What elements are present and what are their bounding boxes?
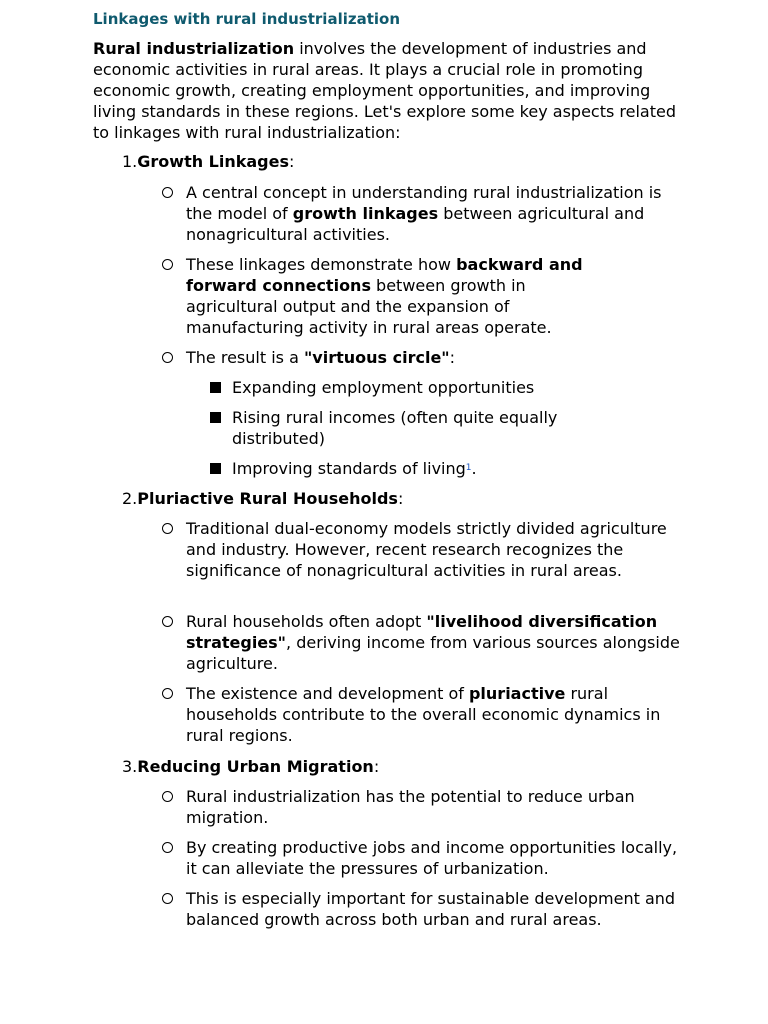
list-item (162, 837, 682, 879)
page-title: Linkages with rural industrialization (93, 10, 400, 28)
intro-text: involves the development of industries and economic activities in rural areas. It plays a crucial role in promoting economic growth, creating employment opportunities, and improving living standards in these regions. Let's explore some key aspects related to linkages with rural industrialization: (93, 39, 676, 142)
section-title: Reducing Urban Migration (137, 757, 374, 776)
hollow-circle-bullet-icon (162, 837, 186, 858)
list-item (162, 254, 682, 338)
sub-item-text: Rising rural incomes (often quite equally distributed) (232, 408, 558, 448)
section-number: 3. (122, 757, 138, 776)
section-colon: : (289, 152, 295, 171)
section-colon: : (397, 489, 404, 508)
item-text: Traditional dual-economy models strictly divided agriculture and industry. However, recent research recognizes the significance of nonagricultural activities in rural areas. (186, 519, 667, 580)
section-heading-1 (122, 151, 294, 172)
sub-list-item (210, 407, 580, 449)
sub-item-text: Expanding employment opportunities (232, 378, 535, 397)
list-item (162, 683, 682, 746)
item-text: rural households contribute to the overall economic dynamics in rural regions. (186, 684, 661, 745)
section-title: Growth Linkages (137, 152, 290, 171)
section-number: 2. (122, 489, 138, 508)
list-item (162, 888, 682, 930)
section-heading-3 (122, 756, 379, 777)
item-text: The result is a (186, 348, 304, 367)
item-bold: backward and forward connections (186, 255, 583, 295)
item-bold: growth linkages (292, 204, 439, 223)
sub-item-text: Improving standards of living (232, 459, 466, 478)
intro-paragraph (93, 38, 683, 143)
intro-bold: Rural industrialization (93, 39, 295, 58)
section-number: 1. (122, 152, 138, 171)
list-item (162, 786, 682, 828)
hollow-circle-bullet-icon (162, 254, 186, 275)
item-bold: "virtuous circle" (303, 348, 450, 367)
section-heading-2 (122, 488, 403, 509)
list-item (162, 518, 682, 581)
item-text: , deriving income from various sources alongside agriculture. (186, 633, 680, 673)
item-text: between growth in agricultural output and the expansion of manufacturing activity in rural areas operate. (186, 276, 552, 337)
list-item (162, 182, 682, 245)
list-item (162, 611, 682, 674)
footnote-link[interactable]: 1 (465, 463, 472, 473)
item-text: These linkages demonstrate how (186, 255, 457, 274)
item-text: : (449, 348, 456, 367)
filled-square-bullet-icon (210, 458, 232, 479)
item-text: A central concept in understanding rural industrialization is the model of (186, 183, 662, 223)
sub-item-end: . (471, 459, 477, 478)
item-bold: pluriactive (468, 684, 566, 703)
filled-square-bullet-icon (210, 407, 232, 428)
item-text: The existence and development of (186, 684, 469, 703)
item-text: Rural industrialization has the potential to reduce urban migration. (186, 787, 635, 827)
hollow-circle-bullet-icon (162, 683, 186, 704)
list-item (162, 347, 682, 368)
hollow-circle-bullet-icon (162, 182, 186, 203)
item-bold: "livelihood diversification strategies" (186, 612, 658, 652)
item-text: By creating productive jobs and income opportunities locally, it can alleviate the pressures of urbanization. (186, 838, 678, 878)
item-text: Rural households often adopt (186, 612, 427, 631)
section-title: Pluriactive Rural Households (137, 489, 398, 508)
hollow-circle-bullet-icon (162, 611, 186, 632)
item-text: between agricultural and nonagricultural activities. (186, 204, 645, 244)
filled-square-bullet-icon (210, 377, 232, 398)
hollow-circle-bullet-icon (162, 786, 186, 807)
sub-list-item (210, 458, 610, 479)
hollow-circle-bullet-icon (162, 347, 186, 368)
section-colon: : (373, 757, 380, 776)
hollow-circle-bullet-icon (162, 518, 186, 539)
sub-list-item (210, 377, 610, 398)
item-text: This is especially important for sustainable development and balanced growth across both urban and rural areas. (186, 889, 676, 929)
hollow-circle-bullet-icon (162, 888, 186, 909)
